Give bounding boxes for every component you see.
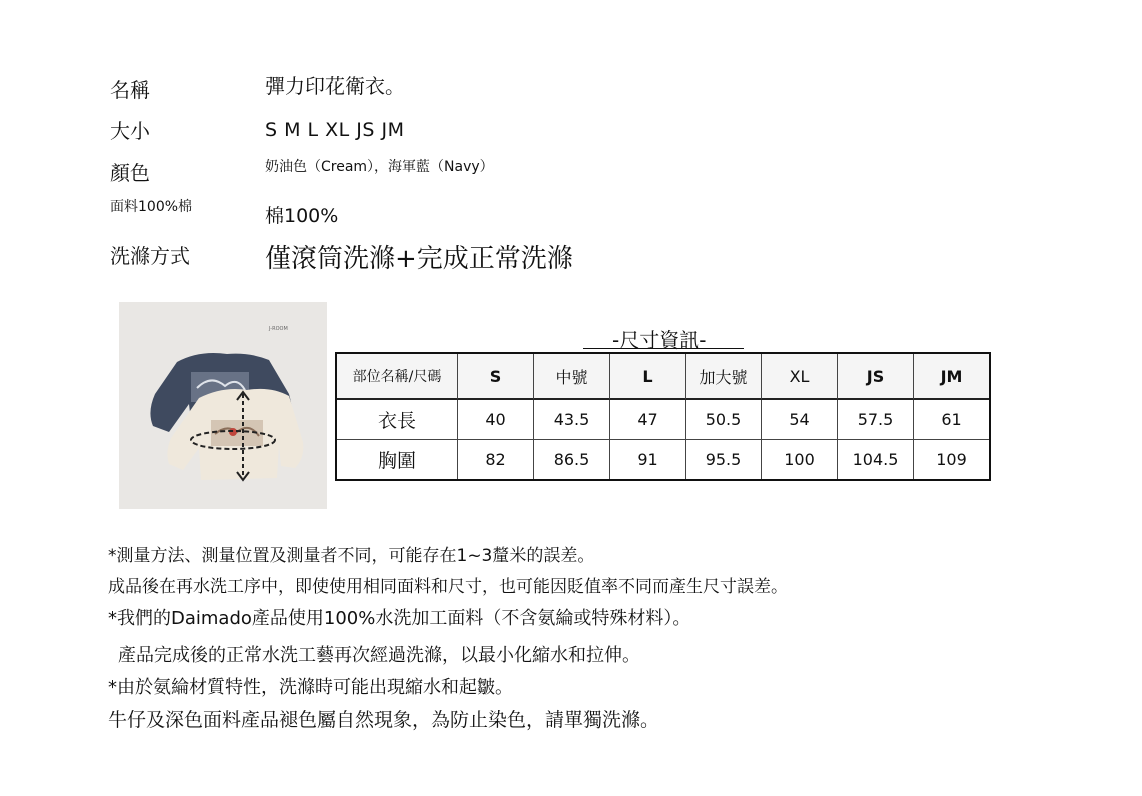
table-cell: 95.5 — [686, 440, 762, 479]
size-header-row — [337, 354, 989, 400]
note-line-5: *由於氨綸材質特性，洗滌時可能出現縮水和起皺。 — [108, 677, 513, 698]
note-line-6: 牛仔及深色面料產品褪色屬自然現象，為防止染色，請單獨洗滌。 — [108, 709, 660, 731]
name-label: 名稱 — [110, 78, 150, 102]
header-size-xl-label: 加大號 — [686, 354, 762, 400]
note-line-3: *我們的Daimado產品使用100%水洗加工面料（不含氨綸或特殊材料）。 — [108, 608, 691, 629]
table-cell: 91 — [610, 440, 686, 479]
table-cell: 47 — [610, 400, 686, 440]
note-line-4: 產品完成後的正常水洗工藝再次經過洗滌，以最小化縮水和拉伸。 — [118, 645, 640, 666]
table-cell: 82 — [458, 440, 534, 479]
color-value: 奶油色（Cream），海軍藍（Navy） — [265, 159, 494, 175]
table-cell: 54 — [762, 400, 838, 440]
name-value: 彈力印花衛衣。 — [265, 74, 405, 98]
size-chart-table — [335, 352, 991, 481]
size-value: S M L XL JS JM — [265, 119, 405, 141]
header-size-jm: JM — [914, 354, 989, 400]
header-size-m: 中號 — [534, 354, 610, 400]
size-label: 大小 — [110, 119, 150, 143]
row-label-length: 衣長 — [337, 400, 458, 440]
table-cell: 86.5 — [534, 440, 610, 479]
header-size-s: S — [458, 354, 534, 400]
header-size-js: JS — [838, 354, 914, 400]
table-cell: 100 — [762, 440, 838, 479]
fabric-value: 棉100% — [265, 205, 339, 227]
header-size-xl: XL — [762, 354, 838, 400]
table-cell: 40 — [458, 400, 534, 440]
wash-label: 洗滌方式 — [110, 244, 190, 268]
size-chart-title: -尺寸資訊- — [612, 328, 707, 352]
size-title-underline — [583, 348, 744, 349]
header-size-l: L — [610, 354, 686, 400]
color-label: 顏色 — [110, 161, 150, 185]
note-line-1: *測量方法、測量位置及測量者不同，可能存在1~3釐米的誤差。 — [108, 546, 595, 566]
header-part-name: 部位名稱/尺碼 — [337, 354, 458, 400]
fabric-label: 面料100%棉 — [110, 199, 193, 215]
table-row-chest — [337, 440, 989, 479]
table-cell: 50.5 — [686, 400, 762, 440]
table-cell: 43.5 — [534, 400, 610, 440]
row-label-chest: 胸圍 — [337, 440, 458, 479]
table-cell: 61 — [914, 400, 989, 440]
sweatshirt-illustration — [119, 302, 327, 509]
table-cell: 109 — [936, 450, 967, 469]
table-cell: 57.5 — [838, 400, 914, 440]
svg-text:J-ROOM: J-ROOM — [269, 326, 288, 332]
wash-value: 僅滾筒洗滌+完成正常洗滌 — [265, 244, 573, 274]
table-cell: 104.5 — [838, 440, 914, 479]
table-row-length — [337, 400, 989, 440]
note-line-2: 成品後在再水洗工序中，即使使用相同面料和尺寸，也可能因貶值率不同而產生尺寸誤差。 — [108, 577, 788, 597]
product-photo — [119, 302, 327, 509]
